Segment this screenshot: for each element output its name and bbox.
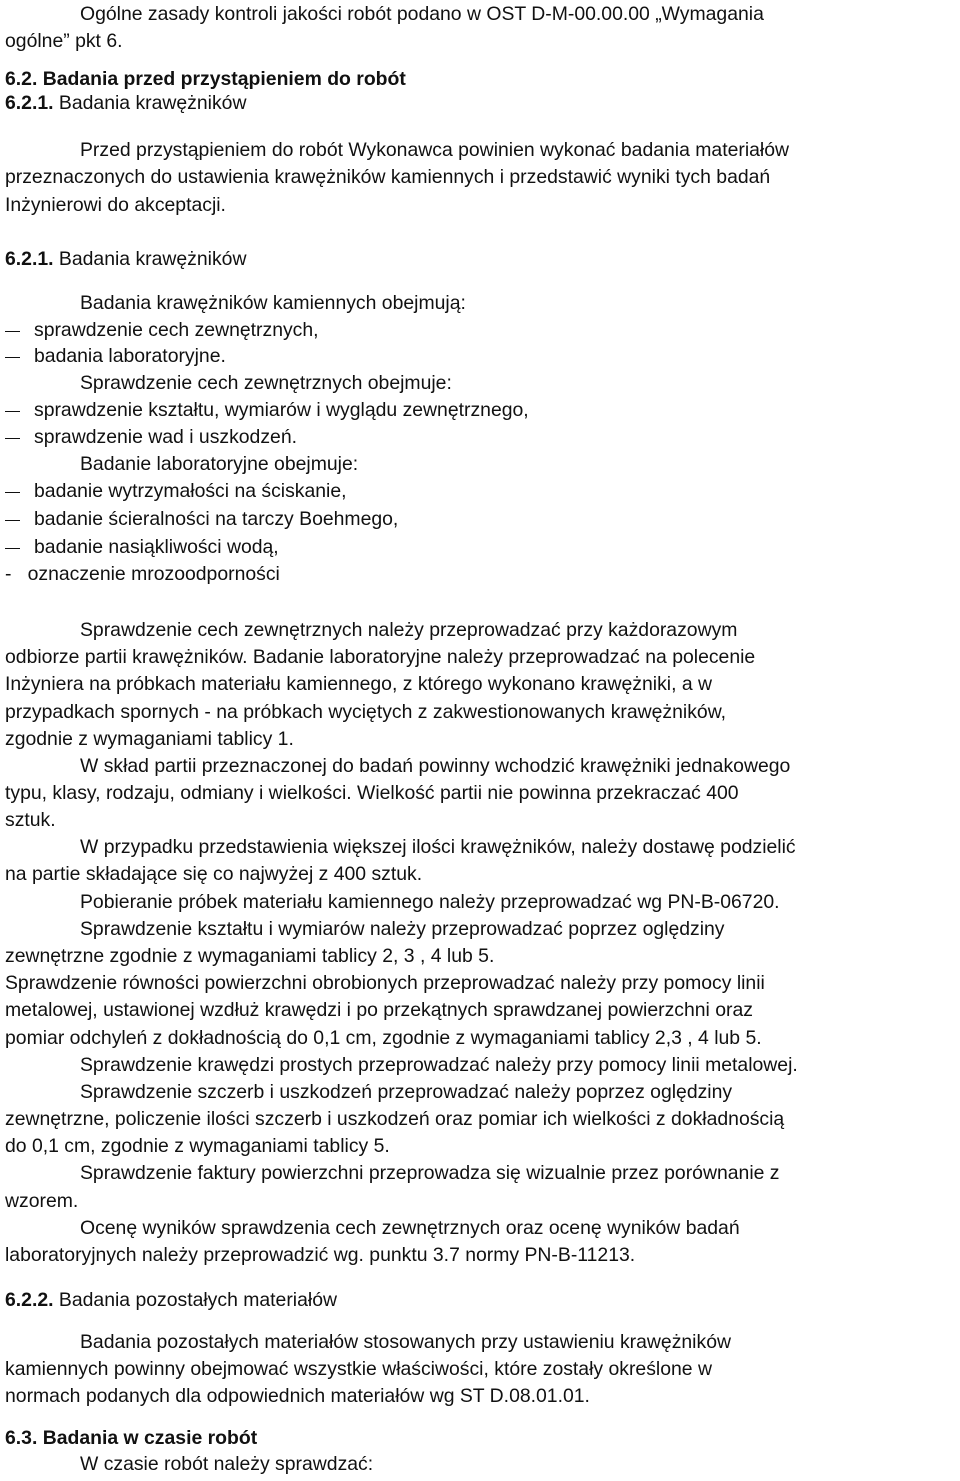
list-item: badanie wytrzymałości na ściskanie, [34,480,347,502]
body-line: Pobieranie próbek materiału kamiennego należy przeprowadzać wg PN-B-06720. [80,891,780,913]
body-line: Sprawdzenie faktury powierzchni przeprowadza się wizualnie przez porównanie z [80,1162,780,1184]
body-line: odbiorze partii krawężników. Badanie laboratoryjne należy przeprowadzać na polecenie [5,646,756,668]
body-line: Sprawdzenie równości powierzchni obrobionych przeprowadzać należy przy pomocy linii [5,972,765,994]
paragraph-line: Badania pozostałych materiałów stosowanych przy ustawieniu krawężników [80,1331,731,1353]
heading-title: Badania krawężników [53,92,247,114]
heading-number: 6.2.2. [5,1289,54,1311]
heading-title: Badania krawężników [53,248,247,270]
paragraph-line: kamiennych powinny obejmować wszystkie właściwości, które zostały określone w [5,1358,712,1380]
dash-bullet [5,331,20,332]
list-item: sprawdzenie cech zewnętrznych, [34,319,319,341]
list-item: badania laboratoryjne. [34,345,226,367]
body-line: wzorem. [5,1190,79,1212]
body-line: do 0,1 cm, zgodnie z wymaganiami tablicy 5. [5,1135,390,1157]
heading-6-2-2 [5,1287,337,1313]
paragraph-line: normach podanych dla odpowiednich materiałów wg ST D.08.01.01. [5,1385,590,1407]
body-line: na partie składające się co najwyżej z 400 sztuk. [5,863,423,885]
list-item: sprawdzenie wad i uszkodzeń. [34,426,297,448]
dash-bullet [5,520,20,521]
paragraph-line: Przed przystąpieniem do robót Wykonawca powinien wykonać badania materiałów [80,139,790,161]
list-intro: Badanie laboratoryjne obejmuje: [80,453,359,475]
body-line: sztuk. [5,809,56,831]
body-line: Sprawdzenie kształtu i wymiarów należy przeprowadzać poprzez oględziny [80,918,725,940]
body-line: pomiar odchyleń z dokładnością do 0,1 cm, zgodnie z wymaganiami tablicy 2,3 , 4 lub 5. [5,1027,762,1049]
body-line: Inżyniera na próbkach materiału kamiennego, z którego wykonano krawężniki, a w [5,673,713,695]
body-line: laboratoryjnych należy przeprowadzić wg. punktu 3.7 normy PN-B-11213. [5,1244,636,1266]
dash-bullet [5,438,20,439]
body-line: Sprawdzenie cech zewnętrznych należy przeprowadzać przy każdorazowym [80,619,738,641]
list-item: sprawdzenie kształtu, wymiarów i wyglądu zewnętrznego, [34,399,529,421]
heading-6-2: 6.2. Badania przed przystąpieniem do robót [5,68,406,90]
list-item: badanie nasiąkliwości wodą, [34,536,279,558]
dash-bullet [5,411,20,412]
dash-bullet [5,548,20,549]
body-line: Sprawdzenie krawędzi prostych przeprowadzać należy przy pomocy linii metalowej. [80,1054,798,1076]
body-line: W przypadku przedstawienia większej ilości krawężników, należy dostawę podzielić [80,836,796,858]
body-line: przypadkach spornych - na próbkach wyciętych z zakwestionowanych krawężników, [5,701,727,723]
body-line: zgodnie z wymaganiami tablicy 1. [5,728,294,750]
body-line: Ocenę wyników sprawdzenia cech zewnętrznych oraz ocenę wyników badań [80,1217,740,1239]
heading-number: 6.2.1. [5,92,54,114]
paragraph-line: W czasie robót należy sprawdzać: [80,1453,374,1475]
body-line: metalowej, ustawionej wzdłuż krawędzi i po przekątnych sprawdzanej powierzchni oraz [5,999,753,1021]
heading-6-2-1-second [5,246,246,272]
body-line: zewnętrzne zgodnie z wymaganiami tablicy 2, 3 , 4 lub 5. [5,945,495,967]
body-line: typu, klasy, rodzaju, odmiany i wielkości. Wielkość partii nie powinna przekraczać 400 [5,782,739,804]
list-item-hyphen: - oznaczenie mrozoodporności [5,563,280,585]
paragraph-line: Inżynierowi do akceptacji. [5,194,226,216]
heading-title: Badania pozostałych materiałów [53,1289,337,1311]
list-intro: Sprawdzenie cech zewnętrznych obejmuje: [80,372,452,394]
heading-number: 6.2.1. [5,248,54,270]
list-item: badanie ścieralności na tarczy Boehmego, [34,508,399,530]
heading-6-3: 6.3. Badania w czasie robót [5,1427,258,1449]
intro-line-1: Ogólne zasady kontroli jakości robót podano w OST D-M-00.00.00 „Wymagania [80,3,764,25]
dash-bullet [5,492,20,493]
body-line: Sprawdzenie szczerb i uszkodzeń przeprowadzać należy poprzez oględziny [80,1081,733,1103]
heading-6-2-1-first [5,90,246,116]
body-line: zewnętrzne, policzenie ilości szczerb i uszkodzeń oraz pomiar ich wielkości z dokładnością [5,1108,785,1130]
body-line: W skład partii przeznaczonej do badań powinny wchodzić krawężniki jednakowego [80,755,791,777]
dash-bullet [5,357,20,358]
paragraph-line: przeznaczonych do ustawienia krawężników kamiennych i przedstawić wyniki tych badań [5,166,771,188]
list-intro: Badania krawężników kamiennych obejmują: [80,292,466,314]
intro-line-2: ogólne” pkt 6. [5,30,123,52]
